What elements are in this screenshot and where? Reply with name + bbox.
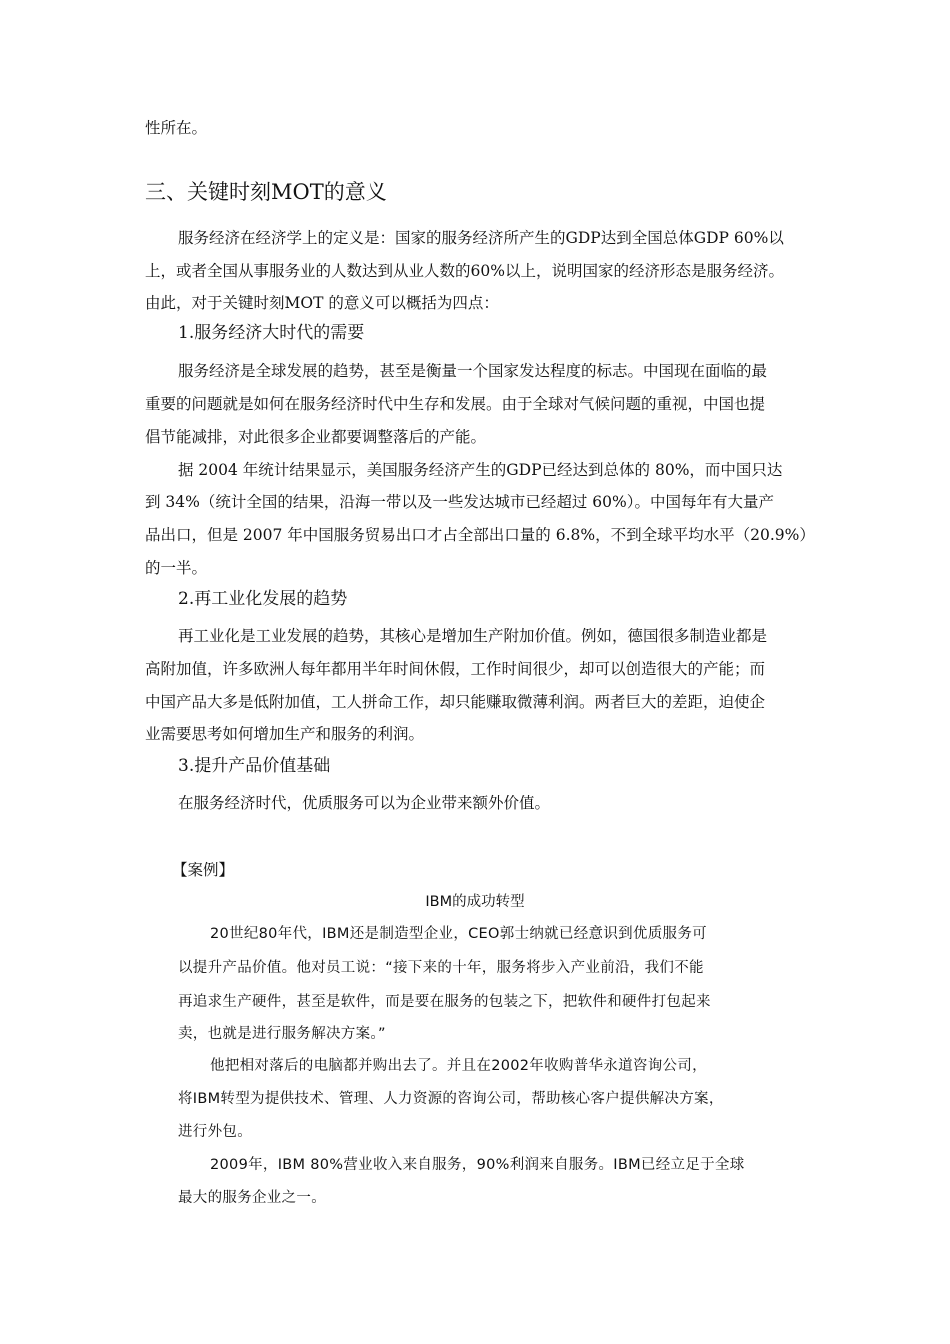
intro-tail-text: 性所在。 xyxy=(145,119,208,137)
paragraph-line: 据 2004 年统计结果显示，美国服务经济产生的GDP已经达到总体的 80%，而中国只达 xyxy=(178,461,783,479)
case-line: 以提升产品价值。他对员工说：“接下来的十年，服务将步入产业前沿，我们不能 xyxy=(178,960,704,976)
paragraph-line: 中国产品大多是低附加值，工人拼命工作，却只能赚取微薄利润。两者巨大的差距，迫使企 xyxy=(145,693,766,711)
paragraph-line: 重要的问题就是如何在服务经济时代中生存和发展。由于全球对气候问题的重视，中国也提 xyxy=(145,395,766,413)
paragraph-line: 的一半。 xyxy=(145,559,208,577)
case-title: IBM的成功转型 xyxy=(425,894,525,910)
case-line: 20世纪80年代，IBM还是制造型企业，CEO郭士纳就已经意识到优质服务可 xyxy=(210,926,707,942)
paragraph-line: 到 34%（统计全国的结果，沿海一带以及一些发达城市已经超过 60%）。中国每年有大量产 xyxy=(145,493,775,511)
section-heading: 三、关键时刻MOT的意义 xyxy=(145,180,387,204)
case-line: 他把相对落后的电脑都并购出去了。并且在2002年收购普华永道咨询公司， xyxy=(210,1058,707,1074)
paragraph-line: 服务经济在经济学上的定义是：国家的服务经济所产生的GDP达到全国总体GDP 60%以 xyxy=(178,229,784,247)
point2-heading: 2.再工业化发展的趋势 xyxy=(178,589,348,609)
paragraph-line: 业需要思考如何增加生产和服务的利润。 xyxy=(145,725,425,743)
case-line: 进行外包。 xyxy=(178,1124,252,1140)
case-line: 再追求生产硬件，甚至是软件，而是要在服务的包装之下，把软件和硬件打包起来 xyxy=(178,994,711,1010)
paragraph-line: 再工业化是工业发展的趋势，其核心是增加生产附加价值。例如，德国很多制造业都是 xyxy=(178,627,768,645)
paragraph-line: 由此，对于关键时刻MOT 的意义可以概括为四点： xyxy=(145,294,499,312)
case-line: 将IBM转型为提供技术、管理、人力资源的咨询公司，帮助核心客户提供解决方案， xyxy=(178,1091,724,1107)
case-label: 【案例】 xyxy=(172,861,235,879)
paragraph-line: 品出口，但是 2007 年中国服务贸易出口才占全部出口量的 6.8%，不到全球平均水平（20.9%） xyxy=(145,526,815,544)
point1-heading: 1.服务经济大时代的需要 xyxy=(178,323,365,343)
point3-heading: 3.提升产品价值基础 xyxy=(178,756,331,776)
paragraph-line: 倡节能减排，对此很多企业都要调整落后的产能。 xyxy=(145,428,487,446)
case-line: 卖，也就是进行服务解决方案。” xyxy=(178,1026,386,1042)
paragraph-line: 高附加值，许多欧洲人每年都用半年时间休假，工作时间很少，却可以创造很大的产能；而 xyxy=(145,660,766,678)
paragraph-line: 在服务经济时代，优质服务可以为企业带来额外价值。 xyxy=(178,794,551,812)
case-line: 最大的服务企业之一。 xyxy=(178,1190,326,1206)
case-line: 2009年，IBM 80%营业收入来自服务，90%利润来自服务。IBM已经立足于全球 xyxy=(210,1157,745,1173)
paragraph-line: 上，或者全国从事服务业的人数达到从业人数的60%以上，说明国家的经济形态是服务经济。 xyxy=(145,262,784,280)
paragraph-line: 服务经济是全球发展的趋势，甚至是衡量一个国家发达程度的标志。中国现在面临的最 xyxy=(178,362,768,380)
